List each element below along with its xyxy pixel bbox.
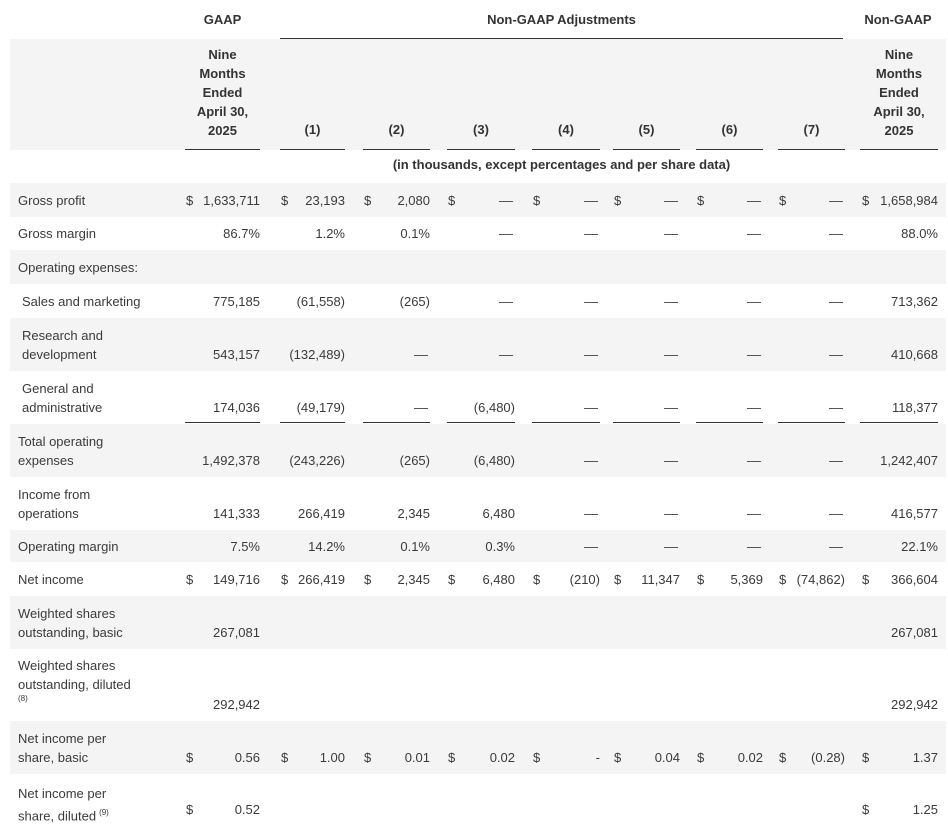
cell-value: 292,942: [891, 697, 938, 712]
row-label-line: Income from: [18, 486, 91, 502]
empty-value-dash: [829, 514, 843, 515]
row-label-line: Total operating: [18, 433, 104, 449]
period-header-line: Ended: [879, 85, 919, 100]
empty-value-dash: [584, 547, 598, 548]
row-shading: [10, 596, 946, 649]
row-label-line: Net income per: [18, 730, 107, 746]
cell-value: 0.01: [404, 750, 430, 765]
cell-value: 410,668: [891, 347, 938, 362]
row-label: [22, 379, 102, 417]
empty-value-dash: [747, 201, 761, 202]
cell-value: (74,862): [796, 571, 845, 587]
empty-value-dash: [664, 234, 678, 235]
cell-value: 0.02: [489, 750, 515, 765]
subtotal-rule: [363, 422, 430, 423]
cell-value: 1,492,378: [202, 453, 260, 468]
row-label-line: Gross profit: [18, 192, 86, 208]
currency-symbol: $: [364, 750, 372, 765]
cell-value: -: [595, 750, 600, 765]
period-header-non-gaap: [860, 45, 938, 140]
row-label: [18, 258, 138, 277]
currency-symbol: $: [779, 192, 787, 208]
cell-value: 2,345: [397, 571, 430, 587]
cell-value: 0.56: [234, 750, 260, 765]
empty-value-dash: [584, 201, 598, 202]
row-label: [18, 656, 131, 704]
empty-value-dash: [584, 408, 598, 409]
cell-value: 118,377: [891, 400, 938, 415]
currency-symbol: $: [533, 750, 541, 765]
empty-value-dash: [829, 234, 843, 235]
cell-value: 266,419: [298, 571, 345, 587]
empty-value-dash: [584, 234, 598, 235]
cell-value: (61,558): [296, 293, 345, 309]
cell-value: 23,193: [305, 192, 345, 208]
column-header-rule: [778, 149, 845, 150]
cell-value: 0.1%: [400, 226, 430, 241]
cell-value: (6,480): [473, 453, 515, 468]
adjustment-column-header: (5): [638, 122, 655, 137]
row-label-line: outstanding, diluted: [18, 677, 131, 692]
cell-value: 543,157: [213, 347, 260, 362]
adjustment-column-header: (6): [721, 122, 738, 137]
subtotal-rule: [185, 422, 260, 423]
empty-value-dash: [584, 514, 598, 515]
row-label-line: share, diluted $^{(9)}$: [18, 808, 109, 824]
row-label: [18, 604, 123, 642]
period-header-line: Nine: [208, 47, 237, 62]
row-label-line: development: [22, 346, 97, 362]
cell-value: 86.7%: [223, 226, 260, 241]
empty-value-dash: [747, 514, 761, 515]
units-note: (in thousands, except percentages and per share data): [392, 157, 731, 172]
currency-symbol: $: [281, 750, 289, 765]
cell-value: 0.3%: [485, 538, 515, 554]
empty-value-dash: [747, 234, 761, 235]
empty-value-dash: [664, 461, 678, 462]
cell-value: (265): [399, 453, 430, 468]
cell-value: 174,036: [213, 400, 260, 415]
row-label-line: expenses: [18, 452, 74, 468]
adjustment-column-header: (2): [388, 122, 405, 137]
period-header-line: Months: [199, 66, 246, 81]
row-label-line: Sales and marketing: [22, 293, 141, 309]
empty-value-dash: [584, 302, 598, 303]
row-label: [18, 191, 85, 210]
empty-value-dash: [747, 302, 761, 303]
empty-value-dash: [829, 461, 843, 462]
empty-value-dash: [747, 355, 761, 356]
row-label-line: Weighted shares: [18, 605, 116, 621]
row-shading: [10, 424, 946, 477]
row-label: [18, 432, 103, 470]
row-label: [18, 485, 90, 523]
cell-value: 267,081: [891, 625, 938, 640]
gaap-header: GAAP: [203, 12, 242, 27]
cell-value: 713,362: [891, 293, 938, 309]
empty-value-dash: [664, 355, 678, 356]
cell-value: 149,716: [213, 571, 260, 587]
row-label-line: Gross margin: [18, 226, 97, 241]
row-shading: [10, 721, 946, 774]
subtotal-rule: [280, 422, 345, 423]
cell-value: 6,480: [482, 506, 515, 521]
column-header-rule: [696, 149, 763, 150]
row-label: [18, 224, 96, 243]
currency-symbol: $: [281, 571, 289, 587]
currency-symbol: $: [697, 750, 705, 765]
cell-value: 0.02: [737, 750, 763, 765]
cell-value: (243,226): [289, 453, 345, 468]
subtotal-rule: [613, 422, 680, 423]
cell-value: 88.0%: [901, 226, 938, 241]
adjustments-header: Non-GAAP Adjustments: [487, 12, 636, 27]
subtotal-rule: [696, 422, 763, 423]
cell-value: 366,604: [891, 571, 938, 587]
period-header-line: April 30,: [873, 104, 925, 119]
cell-value: 266,419: [298, 506, 345, 521]
non-gaap-header: Non-GAAP: [864, 12, 932, 27]
column-header-rule: [532, 149, 600, 150]
row-label: [22, 292, 141, 311]
period-header-gaap: [185, 45, 260, 140]
row-label-line: Weighted shares: [18, 658, 116, 673]
cell-value: 416,577: [891, 506, 938, 521]
empty-value-dash: [499, 355, 513, 356]
empty-value-dash: [664, 547, 678, 548]
column-header-rule: [447, 149, 515, 150]
row-label-line: General and: [22, 380, 94, 396]
row-shading: [10, 318, 946, 371]
currency-symbol: $: [614, 750, 622, 765]
cell-value: (265): [399, 293, 430, 309]
cell-value: 267,081: [213, 625, 260, 640]
row-label: [22, 326, 103, 364]
currency-symbol: $: [614, 192, 622, 208]
cell-value: 14.2%: [308, 538, 345, 554]
row-shading: [10, 250, 946, 284]
empty-value-dash: [584, 355, 598, 356]
cell-value: 22.1%: [901, 538, 938, 554]
cell-value: (210): [569, 571, 600, 587]
empty-value-dash: [414, 355, 428, 356]
currency-symbol: $: [364, 571, 372, 587]
currency-symbol: $: [614, 571, 622, 587]
cell-value: 7.5%: [230, 538, 260, 554]
currency-symbol: $: [186, 192, 194, 208]
subtotal-rule: [778, 422, 845, 423]
cell-value: 2,345: [397, 506, 430, 521]
cell-value: 1.2%: [315, 226, 345, 241]
column-header-rule: [280, 149, 345, 150]
column-header-rule: [860, 149, 938, 150]
period-header-line: Months: [875, 66, 923, 81]
cell-value: 1.00: [319, 750, 345, 765]
cell-value: (132,489): [289, 347, 345, 362]
empty-value-dash: [747, 547, 761, 548]
empty-value-dash: [829, 547, 843, 548]
adjustment-column-header: (1): [304, 122, 321, 137]
column-header-rule: [613, 149, 680, 150]
currency-symbol: $: [533, 571, 541, 587]
cell-value: 0.1%: [400, 538, 430, 554]
empty-value-dash: [499, 234, 513, 235]
empty-value-dash: [664, 408, 678, 409]
row-label-line: administrative: [22, 399, 103, 415]
period-header-line: April 30,: [196, 104, 249, 119]
row-label: [18, 570, 84, 589]
empty-value-dash: [829, 408, 843, 409]
cell-value: 141,333: [213, 506, 260, 521]
row-label-line: share, basic: [18, 749, 89, 765]
cell-value: 0.52: [234, 802, 260, 817]
currency-symbol: $: [533, 192, 541, 208]
currency-symbol: $: [448, 750, 456, 765]
empty-value-dash: [664, 201, 678, 202]
currency-symbol: $: [862, 192, 870, 208]
period-header-line: Nine: [884, 47, 914, 62]
row-label: [18, 537, 118, 556]
empty-value-dash: [414, 408, 428, 409]
cell-value: (0.28): [811, 750, 845, 765]
cell-value: 5,369: [730, 571, 763, 587]
cell-value: 1.37: [912, 750, 938, 765]
cell-value: (49,179): [296, 400, 345, 415]
empty-value-dash: [829, 201, 843, 202]
currency-symbol: $: [186, 802, 194, 817]
currency-symbol: $: [281, 192, 289, 208]
period-header-line: 2025: [884, 123, 914, 138]
currency-symbol: $: [186, 750, 194, 765]
cell-value: 292,942: [213, 697, 260, 712]
cell-value: 1,242,407: [880, 453, 938, 468]
empty-value-dash: [747, 408, 761, 409]
row-footnote: (9): [99, 808, 109, 817]
cell-value: (6,480): [473, 400, 515, 415]
row-label: [18, 784, 109, 825]
period-header-line: Ended: [202, 85, 243, 100]
empty-value-dash: [499, 201, 513, 202]
row-label-line: Operating expenses:: [18, 259, 138, 275]
cell-value: 11,347: [641, 571, 680, 587]
currency-symbol: $: [364, 192, 372, 208]
currency-symbol: $: [779, 571, 787, 587]
adjustment-column-header: (7): [803, 122, 820, 137]
row-label: [18, 729, 106, 767]
row-label-line: Net income per: [18, 786, 107, 801]
currency-symbol: $: [862, 571, 870, 587]
subtotal-rule: [532, 422, 600, 423]
row-shading: [10, 183, 946, 217]
cell-value: 1,633,711: [203, 192, 260, 208]
currency-symbol: $: [697, 571, 705, 587]
empty-value-dash: [829, 302, 843, 303]
column-header-rule: [363, 149, 430, 150]
currency-symbol: $: [448, 192, 456, 208]
adjustment-column-header: (4): [558, 122, 574, 137]
currency-symbol: $: [697, 192, 705, 208]
row-label-line: Net income: [18, 571, 84, 587]
currency-symbol: $: [186, 571, 194, 587]
column-header-rule: [185, 149, 260, 150]
subtotal-rule: [447, 422, 515, 423]
currency-symbol: $: [862, 802, 870, 817]
currency-symbol: $: [779, 750, 787, 765]
adjustment-column-header: (3): [473, 122, 489, 137]
empty-value-dash: [664, 302, 678, 303]
empty-value-dash: [664, 514, 678, 515]
subtotal-rule: [860, 422, 938, 423]
cell-value: 2,080: [397, 192, 430, 208]
row-label-line: Research and: [22, 327, 103, 343]
cell-value: 1.25: [912, 802, 938, 817]
cell-value: 775,185: [213, 293, 260, 309]
row-label-line: operations: [18, 505, 79, 521]
empty-value-dash: [499, 302, 513, 303]
row-label-line: outstanding, basic: [18, 624, 123, 640]
cell-value: 1,658,984: [880, 192, 938, 208]
currency-symbol: $: [448, 571, 456, 587]
currency-symbol: $: [862, 750, 870, 765]
row-footnote: (8): [18, 694, 28, 703]
empty-value-dash: [829, 355, 843, 356]
cell-value: 6,480: [482, 571, 515, 587]
empty-value-dash: [584, 461, 598, 462]
empty-value-dash: [747, 461, 761, 462]
cell-value: 0.04: [654, 750, 680, 765]
row-label-line: Operating margin: [18, 538, 119, 554]
period-header-line: 2025: [208, 123, 237, 138]
